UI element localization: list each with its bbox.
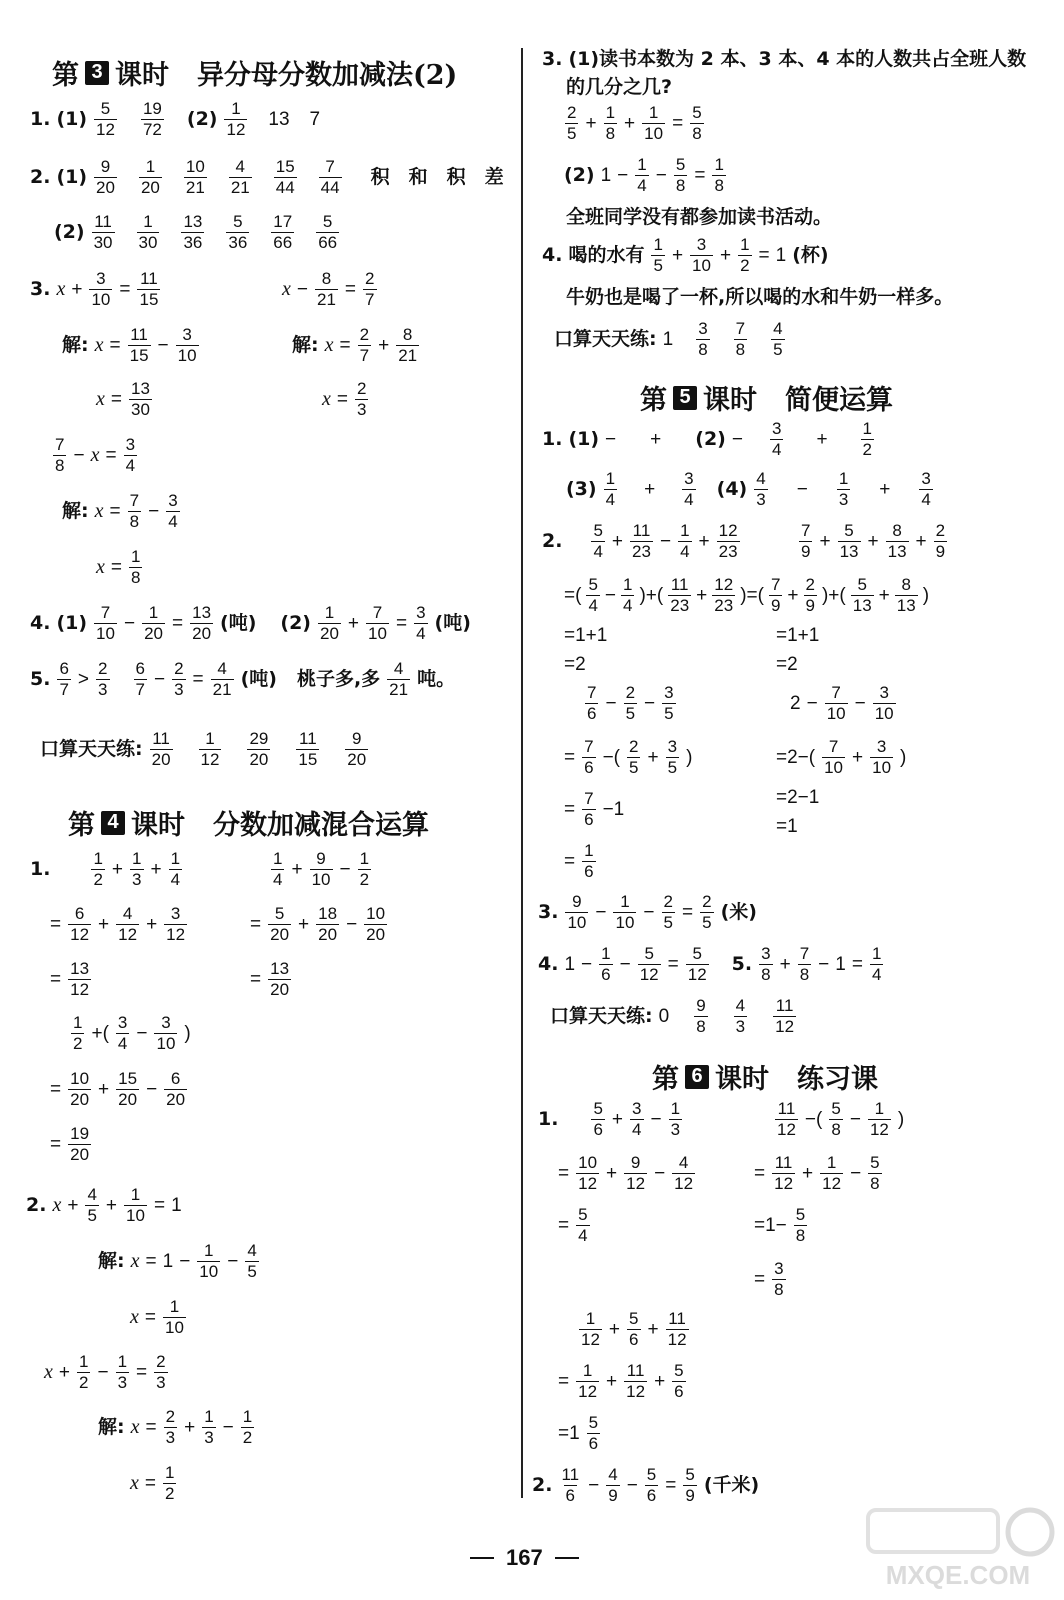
answer-line: (3) 1 4 + 3 4 (4) 4 3 − 1 3 + 3 4 <box>566 469 931 509</box>
calc-step: 1. 5 6 + $\frac{3}{4}$ − $\frac{1}{3}$ <box>538 1099 681 1139</box>
calc-step: = $\frac{19}{20}$ <box>50 1124 90 1164</box>
calc-step: =2 <box>776 654 798 675</box>
calc-step: =2 <box>564 654 586 675</box>
item-number: 2. <box>542 529 563 552</box>
item-number: 3. <box>30 277 51 300</box>
item-number: 4. <box>538 952 559 975</box>
solution-step: 解: x = $\frac{2}{7}$ + $\frac{8}{21}$ <box>292 325 418 365</box>
calc-step: = $\frac{10}{20}$ + $\frac{15}{20}$ − $\frac{6}{20}$ <box>50 1069 186 1109</box>
calc-step: = $\frac{13}{20}$ <box>250 959 290 999</box>
calc-step: =2−1 <box>776 787 820 808</box>
equation: x + $\frac{1}{2}$ − $\frac{1}{3}$ = $\frac{2}{3}$ <box>44 1352 166 1392</box>
calc-step: =1+1 <box>776 625 820 646</box>
calc-step: = $\frac{1}{6}$ <box>564 841 594 881</box>
label: (2) <box>280 611 311 634</box>
lesson-number-badge: 3 <box>85 61 109 85</box>
unit: (吨) <box>240 667 277 690</box>
calc-step: 2. 5 4 + $\frac{11}{23}$ − $\frac{1}{4}$ + $\frac{12}{23}$ <box>542 521 738 561</box>
answer-line: 2. 11 6 − $\frac{4}{9}$ − $\frac{5}{6}$ = $\frac{5}{9}$ (千米) <box>532 1465 760 1505</box>
question-line: 的几分之几? <box>566 76 673 98</box>
item-number: 4. <box>542 243 563 266</box>
equation: 7 8 − x = $\frac{3}{4}$ <box>55 435 136 475</box>
footer-dash <box>555 1557 579 1559</box>
calc-step: =1+1 <box>564 625 608 646</box>
answer-text: 牛奶也是喝了一杯,所以喝的水和牛奶一样多。 <box>566 286 954 308</box>
solution-step: x = $\frac{2}{3}$ <box>322 379 367 419</box>
solution-step: 解: x = $\frac{7}{8}$ − $\frac{3}{4}$ <box>62 491 178 531</box>
unit: (米) <box>720 900 757 923</box>
lesson-number-badge: 4 <box>101 811 125 835</box>
calc-step: 1 2 +( 3 4 − $\frac{3}{10}$ ) <box>73 1013 191 1053</box>
unit: (吨) <box>434 611 471 634</box>
label: (4) <box>716 477 748 500</box>
fraction: 1 12 <box>226 99 246 139</box>
solution-label: 解: <box>98 1415 125 1438</box>
calc-step: 1 4 + $\frac{9}{10}$ − $\frac{1}{2}$ <box>273 849 370 889</box>
heading-title: 练习课 <box>797 1064 878 1095</box>
calc-step: = $\frac{7}{6}$ −( 2 5 + $\frac{3}{5}$ ) <box>564 737 693 777</box>
solution-step: x = $\frac{1}{8}$ <box>96 547 141 587</box>
solution-step: x = $\frac{13}{30}$ <box>96 379 150 419</box>
question-line: (1)读书本数为 2 本、3 本、4 本的人数共占全班人数 <box>568 48 1027 70</box>
calc-step: = $\frac{13}{12}$ <box>50 959 90 999</box>
answer-text: 喝的水有 <box>568 243 645 266</box>
answer-line: 4. (1) 7 10 − $\frac{1}{20}$ = $\frac{13}{20}$ (吨) (2) 1 20 + $\frac{7}{10}$ = $\frac{3}{4}$ (吨) <box>30 603 471 643</box>
equation: 2. x + $\frac{4}{5}$ + $\frac{1}{10}$ = 1 <box>26 1185 182 1225</box>
footer-dash <box>470 1557 494 1559</box>
label: (1) <box>56 107 88 130</box>
answer-line: 3. 9 10 − $\frac{1}{10}$ − $\frac{2}{5}$ = $\frac{2}{5}$ (米) <box>538 892 757 932</box>
item-number: 1. <box>542 427 563 450</box>
answer-text: 全班同学没有都参加读书活动。 <box>566 206 833 228</box>
lesson-number-badge: 5 <box>673 386 697 410</box>
calc-step: = $\frac{7}{6}$ −1 <box>564 789 625 829</box>
label: (2) <box>186 107 218 130</box>
heading-title: 简便运算 <box>785 385 893 416</box>
calc-step: 2 5 + $\frac{1}{8}$ + $\frac{1}{10}$ = $\frac{5}{8}$ <box>567 103 702 143</box>
heading-title: 异分母分数加减法(2) <box>197 60 458 91</box>
answer-line: 1. (1) − + (2) − 3 4 + 1 2 <box>542 419 873 459</box>
item-number: 5. <box>30 667 51 690</box>
answer-line: 4. 1 − $\frac{1}{6}$ − $\frac{5}{12}$ = $\frac{5}{12}$ 5. 3 8 + $\frac{7}{8}$ − 1 = $\frac{1}{4}$ <box>538 944 882 984</box>
solution-label: 解: <box>62 333 89 356</box>
item-number: 1. <box>30 857 51 880</box>
calc-step: = $\frac{3}{8}$ <box>754 1259 784 1299</box>
answer-line: (2) 11 30 1 30 13 36 5 36 17 66 5 66 <box>54 212 338 252</box>
calc-step: =( 5 4 − $\frac{1}{4}$ )+( 11 23 + $\frac{12}{23}$ )=( 7 9 + $\frac{2}{9}$ )+( 5 13 + $\frac{8}{13}$ ) <box>564 575 930 615</box>
watermark-logo <box>858 1498 1058 1594</box>
lesson-number-badge: 6 <box>685 1065 709 1089</box>
section-title-4 <box>68 803 429 842</box>
heading-post: 课时 <box>703 385 757 416</box>
answer-line: 5. 6 7 > 2 3 6 7 − $\frac{2}{3}$ = $\frac{4}{21}$ (吨) 桃子多,多 4 21 吨。 <box>30 659 456 699</box>
label: (1) <box>56 165 88 188</box>
answer-line: 4. 喝的水有 1 5 + $\frac{3}{10}$ + $\frac{1}{2}$ = 1 (杯) <box>542 235 829 275</box>
answer-line: 2. (1) 9 20 1 20 10 21 4 21 15 44 7 44 积 和 积 差 <box>30 157 504 197</box>
daily-label: 口算天天练: <box>554 327 657 350</box>
calc-step: = $\frac{1}{12}$ + $\frac{11}{12}$ + $\frac{5}{6}$ <box>558 1361 684 1401</box>
calc-step: = $\frac{10}{12}$ + $\frac{9}{12}$ − $\frac{4}{12}$ <box>558 1153 694 1193</box>
calc-step: = $\frac{11}{12}$ + $\frac{1}{12}$ − $\frac{5}{8}$ <box>754 1153 880 1193</box>
daily-practice: 口算天天练: 1 3 8 7 8 4 5 <box>554 319 783 359</box>
heading-post: 课时 <box>115 60 169 91</box>
calc-step: =1 5 6 <box>558 1413 599 1453</box>
section-title-6 <box>652 1057 878 1096</box>
solution-step: 解: x = 1 − $\frac{1}{10}$ − $\frac{4}{5}$ <box>98 1241 257 1281</box>
daily-practice: 口算天天练: 0 9 8 4 3 11 12 <box>550 996 795 1036</box>
item-number: 2. <box>532 1473 553 1496</box>
calc-step: = $\frac{6}{12}$ + $\frac{4}{12}$ + $\frac{3}{12}$ <box>50 904 186 944</box>
item-number: 2. <box>30 165 51 188</box>
calc-step: 7 9 + $\frac{5}{13}$ + $\frac{8}{13}$ + $\frac{2}{9}$ <box>801 521 946 561</box>
page-number: 167 <box>506 1545 543 1570</box>
daily-label: 口算天天练: <box>40 737 143 760</box>
label: (3) <box>566 477 597 500</box>
heading-title: 分数加减混合运算 <box>213 810 429 841</box>
label: (2) <box>695 427 726 450</box>
section-title-3 <box>52 53 457 92</box>
solution-label: 解: <box>292 333 319 356</box>
calc-step: = $\frac{5}{20}$ + $\frac{18}{20}$ − $\frac{10}{20}$ <box>250 904 386 944</box>
solution-label: 解: <box>98 1249 125 1272</box>
fraction: 19 72 <box>142 99 162 139</box>
unit: (杯) <box>792 243 829 266</box>
calc-step: 1. 1 2 + $\frac{1}{3}$ + $\frac{1}{4}$ <box>30 849 181 889</box>
item-number: 3. <box>542 48 563 70</box>
daily-practice: 口算天天练: 11 20 1 12 29 20 11 15 9 20 <box>40 729 367 769</box>
calc-step: =1 <box>776 816 798 837</box>
calc-step: (2) 1 − $\frac{1}{4}$ − $\frac{5}{8}$ = $\frac{1}{8}$ <box>564 155 724 195</box>
solution-label: 解: <box>62 499 89 522</box>
label: (1) <box>56 611 88 634</box>
item-number: 3. <box>538 900 559 923</box>
solution-step: 解: x = $\frac{2}{3}$ + $\frac{1}{3}$ − $\frac{1}{2}$ <box>98 1407 253 1447</box>
fraction: 5 12 <box>96 99 115 139</box>
relation-words: 积 和 积 差 <box>370 165 504 188</box>
heading-pre: 第 <box>652 1064 679 1095</box>
item-number: 1. <box>538 1107 559 1130</box>
equation: x − $\frac{8}{21}$ = $\frac{2}{7}$ <box>282 269 375 309</box>
calc-step: 2 − $\frac{7}{10}$ − $\frac{3}{10}$ <box>790 683 894 723</box>
calc-step: 7 6 − $\frac{2}{5}$ − $\frac{3}{5}$ <box>587 683 674 723</box>
heading-pre: 第 <box>640 385 667 416</box>
question-text <box>566 288 953 307</box>
heading-pre: 第 <box>68 810 95 841</box>
daily-label: 口算天天练: <box>550 1004 653 1027</box>
calc-step: 11 12 −( 5 8 − $\frac{1}{12}$ ) <box>777 1099 905 1139</box>
unit: (吨) <box>220 611 257 634</box>
column-divider <box>521 48 523 1498</box>
heading-pre: 第 <box>52 60 79 91</box>
page-footer <box>470 1545 579 1571</box>
label: (2) <box>564 163 595 186</box>
question-text <box>566 78 672 97</box>
equation: 3. x + $\frac{3}{10}$ = $\frac{11}{15}$ <box>30 269 159 309</box>
item-number: 5. <box>731 952 753 975</box>
question-text <box>542 50 1026 69</box>
section-title-5 <box>640 378 893 417</box>
calc-step: = $\frac{5}{4}$ <box>558 1205 588 1245</box>
answer-line: 1. (1) 5 12 19 72 (2) 1 12 13 7 <box>30 99 321 139</box>
watermark-text: MXQE.COM <box>885 1560 1031 1590</box>
question-text <box>566 208 832 227</box>
calc-step: =1− $\frac{5}{8}$ <box>754 1205 806 1245</box>
solution-step: x = $\frac{1}{10}$ <box>130 1297 184 1337</box>
answer-text: 桃子多,多 <box>296 667 381 690</box>
label: (1) <box>568 427 600 450</box>
heading-post: 课时 <box>131 810 185 841</box>
label: (2) <box>54 220 85 243</box>
item-number: 4. <box>30 611 51 634</box>
calc-step: 1 12 + $\frac{5}{6}$ + $\frac{11}{12}$ <box>581 1309 687 1349</box>
answer-text: 吨。 <box>417 667 456 690</box>
solution-step: 解: x = $\frac{11}{15}$ − $\frac{3}{10}$ <box>62 325 197 365</box>
solution-step: x = $\frac{1}{2}$ <box>130 1463 175 1503</box>
unit: (千米) <box>703 1473 760 1496</box>
heading-post: 课时 <box>715 1064 769 1095</box>
item-number: 2. <box>26 1193 47 1216</box>
calc-step: =2−( 7 10 + $\frac{3}{10}$ ) <box>776 737 907 777</box>
item-number: 1. <box>30 107 51 130</box>
